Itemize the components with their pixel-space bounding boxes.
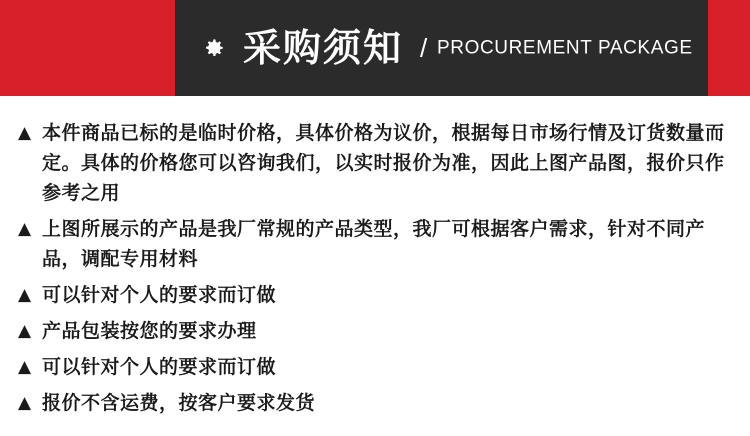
header-banner xyxy=(0,0,750,96)
note-text: 报价不含运费，按客户要求发货 xyxy=(42,392,316,414)
note-text: 本件商品已标的是临时价格，具体价格为议价，根据每日市场行情及订货数量而定。具体的价格您可以咨询我们，以实时报价为准，因此上图产品图，报价只作参考之用 xyxy=(42,122,725,204)
triangle-bullet-icon: ▲ xyxy=(18,219,32,239)
triangle-bullet-icon: ▲ xyxy=(18,357,32,377)
triangle-bullet-icon: ▲ xyxy=(18,123,32,143)
note-text: 产品包装按您的要求办理 xyxy=(42,320,257,342)
triangle-bullet-icon: ▲ xyxy=(18,321,32,341)
list-item xyxy=(18,214,732,274)
banner-title-separator: / xyxy=(420,33,428,63)
list-item xyxy=(18,388,732,418)
triangle-bullet-icon: ▲ xyxy=(18,285,32,305)
note-text: 可以针对个人的要求而订做 xyxy=(42,356,277,378)
banner-title-cn: 采购须知 xyxy=(243,26,404,70)
list-item xyxy=(18,352,732,382)
list-item xyxy=(18,118,732,208)
notes-list xyxy=(0,96,750,418)
banner-content xyxy=(0,0,750,96)
note-text: 上图所展示的产品是我厂常规的产品类型，我厂可根据客户需求，针对不同产品，调配专用材料 xyxy=(42,218,706,270)
banner-title-en: PROCUREMENT PACKAGE xyxy=(437,37,693,59)
list-item xyxy=(18,316,732,346)
triangle-bullet-icon: ▲ xyxy=(18,393,32,413)
note-text: 可以针对个人的要求而订做 xyxy=(42,284,277,306)
gear-icon xyxy=(200,35,226,61)
list-item xyxy=(18,280,732,310)
